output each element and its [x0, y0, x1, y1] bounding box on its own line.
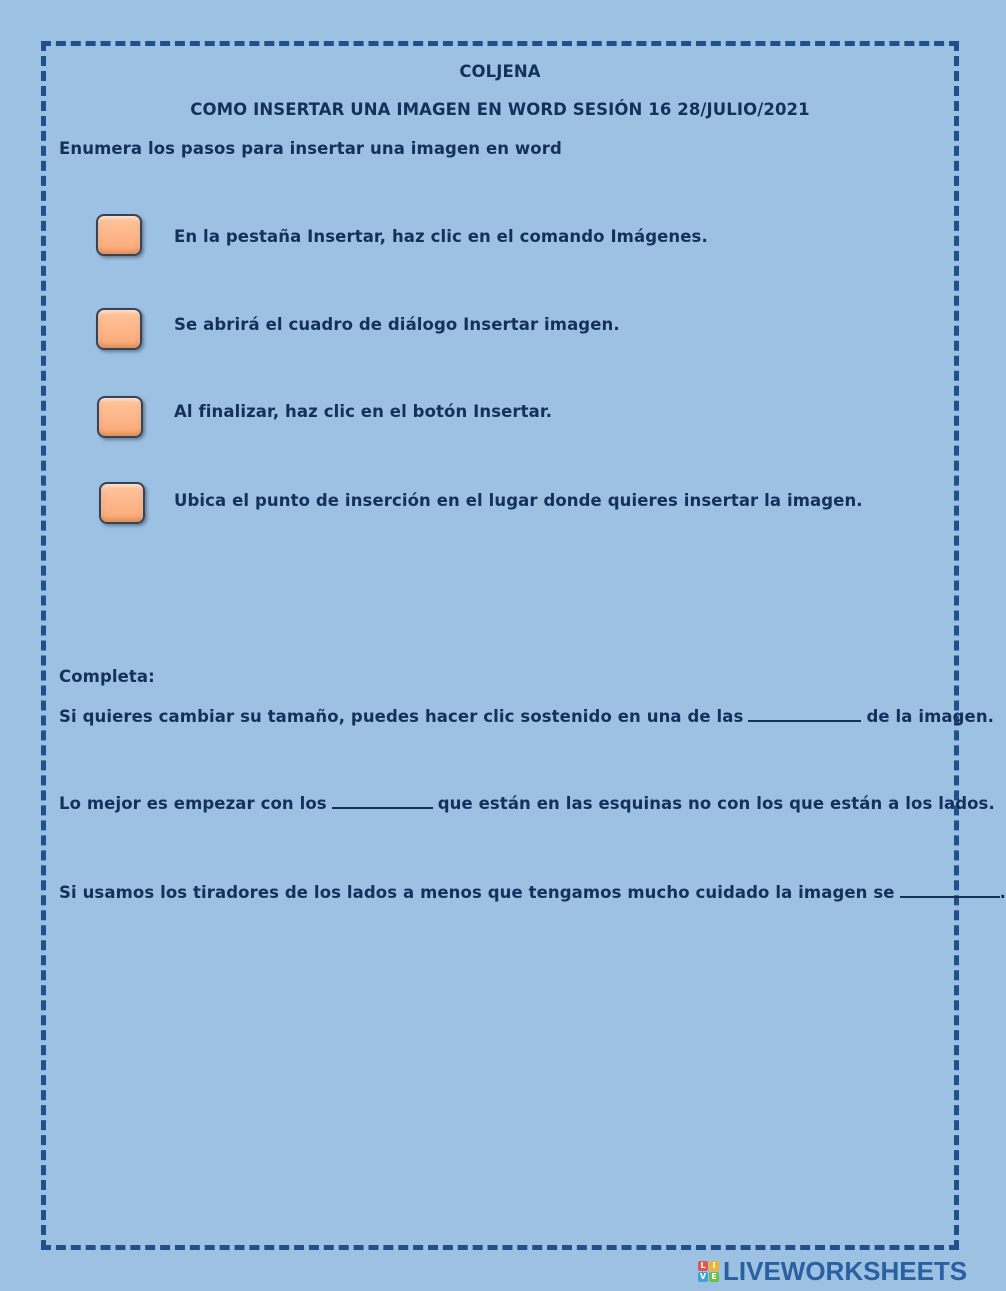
logo-letter: L	[698, 1261, 708, 1271]
fill-sentence-2	[59, 792, 995, 814]
fill-sentence-3	[59, 881, 1006, 903]
step-text: Ubica el punto de inserción en el lugar donde quieres insertar la imagen.	[174, 491, 863, 510]
dashed-page-border	[41, 41, 959, 1250]
logo-letter: V	[699, 1271, 707, 1281]
school-name: COLJENA	[459, 62, 541, 81]
step-number-box[interactable]	[96, 214, 142, 256]
logo-letter-grid	[698, 1261, 719, 1282]
sentence-text: de la imagen.	[866, 707, 995, 726]
logo-text: LIVEWORKSHEETS	[723, 1256, 968, 1286]
answer-blank[interactable]	[332, 792, 433, 809]
answer-blank[interactable]	[748, 705, 861, 722]
fill-sentence-1	[59, 705, 994, 727]
answer-blank[interactable]	[900, 881, 1000, 898]
step-text: Al finalizar, haz clic en el botón Insertar.	[174, 402, 553, 421]
step-text: Se abrirá el cuadro de diálogo Insertar imagen.	[174, 315, 620, 334]
step-text: En la pestaña Insertar, haz clic en el comando Imágenes.	[174, 227, 708, 246]
sentence-text: Lo mejor es empezar con los	[59, 794, 327, 813]
sentence-text: Si quieres cambiar su tamaño, puedes hacer clic sostenido en una de las	[59, 707, 744, 726]
worksheet-title: COMO INSERTAR UNA IMAGEN EN WORD SESIÓN 16 28/JULIO/2021	[190, 100, 810, 119]
complete-heading: Completa:	[59, 667, 155, 686]
sentence-text: Si usamos los tiradores de los lados a menos que tengamos mucho cuidado la imagen se	[59, 883, 895, 902]
sentence-text: .	[999, 883, 1006, 902]
instructions-text: Enumera los pasos para insertar una imagen en word	[59, 139, 562, 158]
sentence-text: que están en las esquinas no con los que están a los lados.	[437, 794, 995, 813]
liveworksheets-logo[interactable]	[698, 1258, 967, 1284]
step-number-box[interactable]	[99, 482, 145, 524]
step-number-box[interactable]	[96, 308, 142, 350]
logo-letter: I	[709, 1261, 719, 1271]
logo-letter: E	[709, 1272, 719, 1282]
step-number-box[interactable]	[97, 396, 143, 438]
